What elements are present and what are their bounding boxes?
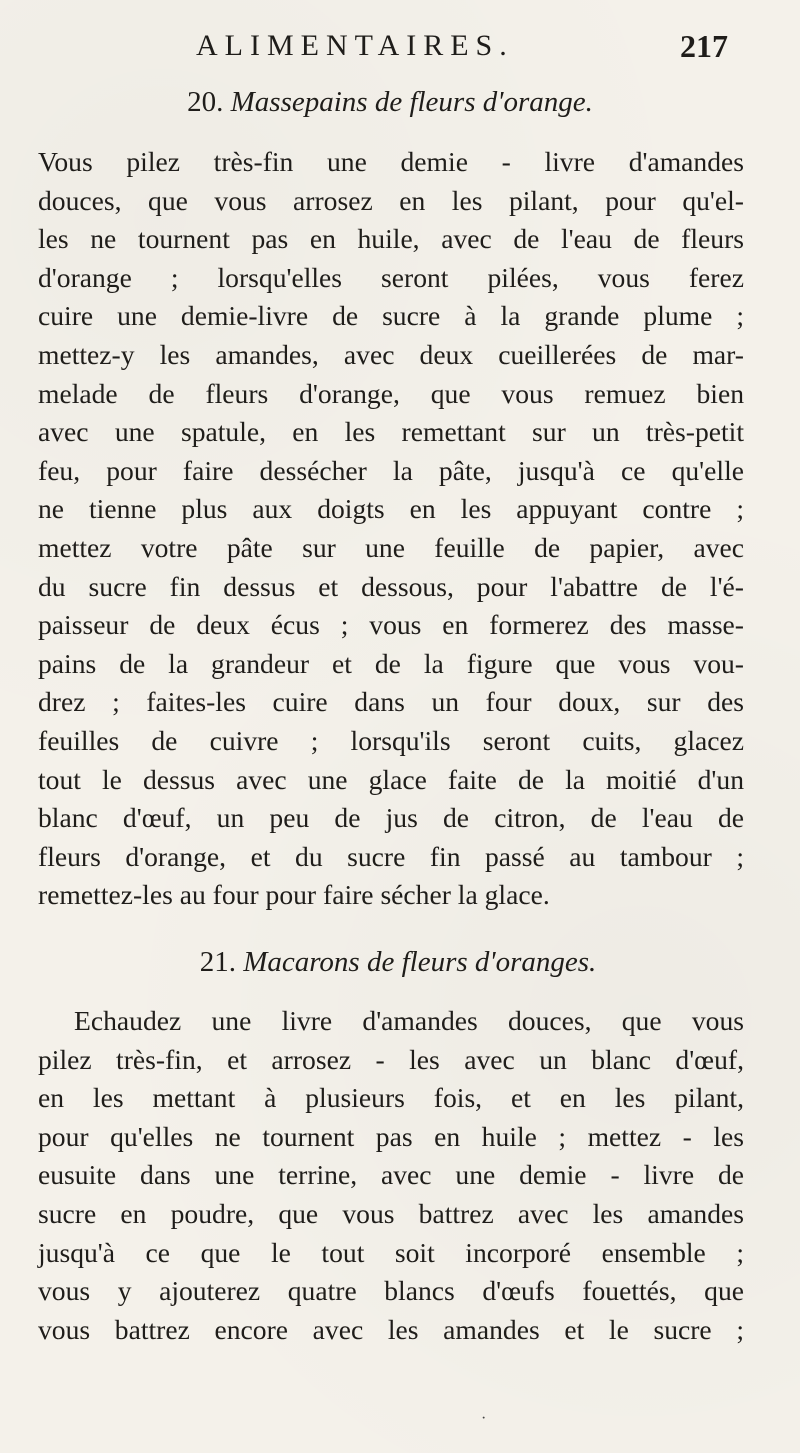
section-title: Massepains de fleurs d'orange.: [230, 86, 593, 118]
text-line: cuire une demie-livre de sucre à la grande plume ;: [38, 300, 744, 332]
text-line: douces, que vous arrosez en les pilant, pour qu'el-: [38, 184, 744, 216]
text-line: paisseur de deux écus ; vous en formerez des masse-: [38, 609, 744, 641]
text-line: ne tienne plus aux doigts en les appuyant contre ;: [38, 493, 744, 525]
text-line: du sucre fin dessus et dessous, pour l'abattre de l'é-: [38, 570, 744, 602]
section-body-21: [38, 1002, 744, 1349]
text-line: Vous pilez très-fin une demie - livre d'amandes: [38, 146, 744, 177]
text-line: en les mettant à plusieurs fois, et en les pilant,: [38, 1082, 744, 1114]
text-line: remettez-les au four pour faire sécher la glace.: [38, 879, 550, 911]
text-line: jusqu'à ce que le tout soit incorporé ensemble ;: [38, 1236, 744, 1268]
text-line: pains de la grandeur et de la figure que vous vou-: [38, 647, 744, 679]
text-line: drez ; faites-les cuire dans un four doux, sur des: [38, 686, 744, 718]
text-line: les ne tournent pas en huile, avec de l'eau de fleurs: [38, 223, 744, 255]
section-body-20: [38, 143, 744, 915]
text-line: d'orange ; lorsqu'elles seront pilées, vous ferez: [38, 261, 744, 293]
text-line: melade de fleurs d'orange, que vous remuez bien: [38, 377, 744, 409]
text-line: sucre en poudre, que vous battrez avec les amandes: [38, 1197, 744, 1229]
text-line: tout le dessus avec une glace faite de la moitié d'un: [38, 763, 744, 795]
page-number: 217: [680, 28, 728, 64]
text-line: pilez très-fin, et arrosez - les avec un blanc d'œuf,: [38, 1043, 744, 1075]
text-line: fleurs d'orange, et du sucre fin passé au tambour ;: [38, 840, 744, 872]
text-line: pour qu'elles ne tournent pas en huile ; mettez - les: [38, 1120, 744, 1152]
section-number: 20.: [187, 86, 224, 118]
text-line: avec une spatule, en les remettant sur un très-petit: [38, 416, 744, 448]
section-heading-20: [160, 84, 620, 120]
text-line: mettez votre pâte sur une feuille de papier, avec: [38, 531, 744, 563]
section-title: Macarons de fleurs d'oranges.: [243, 946, 597, 978]
section-heading-21: [198, 944, 598, 980]
printer-mark: ·: [481, 1410, 487, 1427]
text-line: eusuite dans une terrine, avec une demie - livre de: [38, 1159, 744, 1191]
running-head: [0, 28, 800, 68]
text-line: vous battrez encore avec les amandes et le sucre ;: [38, 1313, 744, 1345]
text-line: blanc d'œuf, un peu de jus de citron, de l'eau de: [38, 802, 744, 834]
running-title: ALIMENTAIRES.: [196, 29, 514, 62]
text-line: Echaudez une livre d'amandes douces, que vous: [74, 1005, 744, 1036]
section-number: 21.: [199, 946, 236, 978]
text-line: vous y ajouterez quatre blancs d'œufs fouettés, que: [38, 1275, 744, 1307]
text-line: mettez-y les amandes, avec deux cueillerées de mar-: [38, 338, 744, 370]
text-line: feu, pour faire dessécher la pâte, jusqu'à ce qu'elle: [38, 454, 744, 486]
text-line: feuilles de cuivre ; lorsqu'ils seront cuits, glacez: [38, 724, 744, 756]
